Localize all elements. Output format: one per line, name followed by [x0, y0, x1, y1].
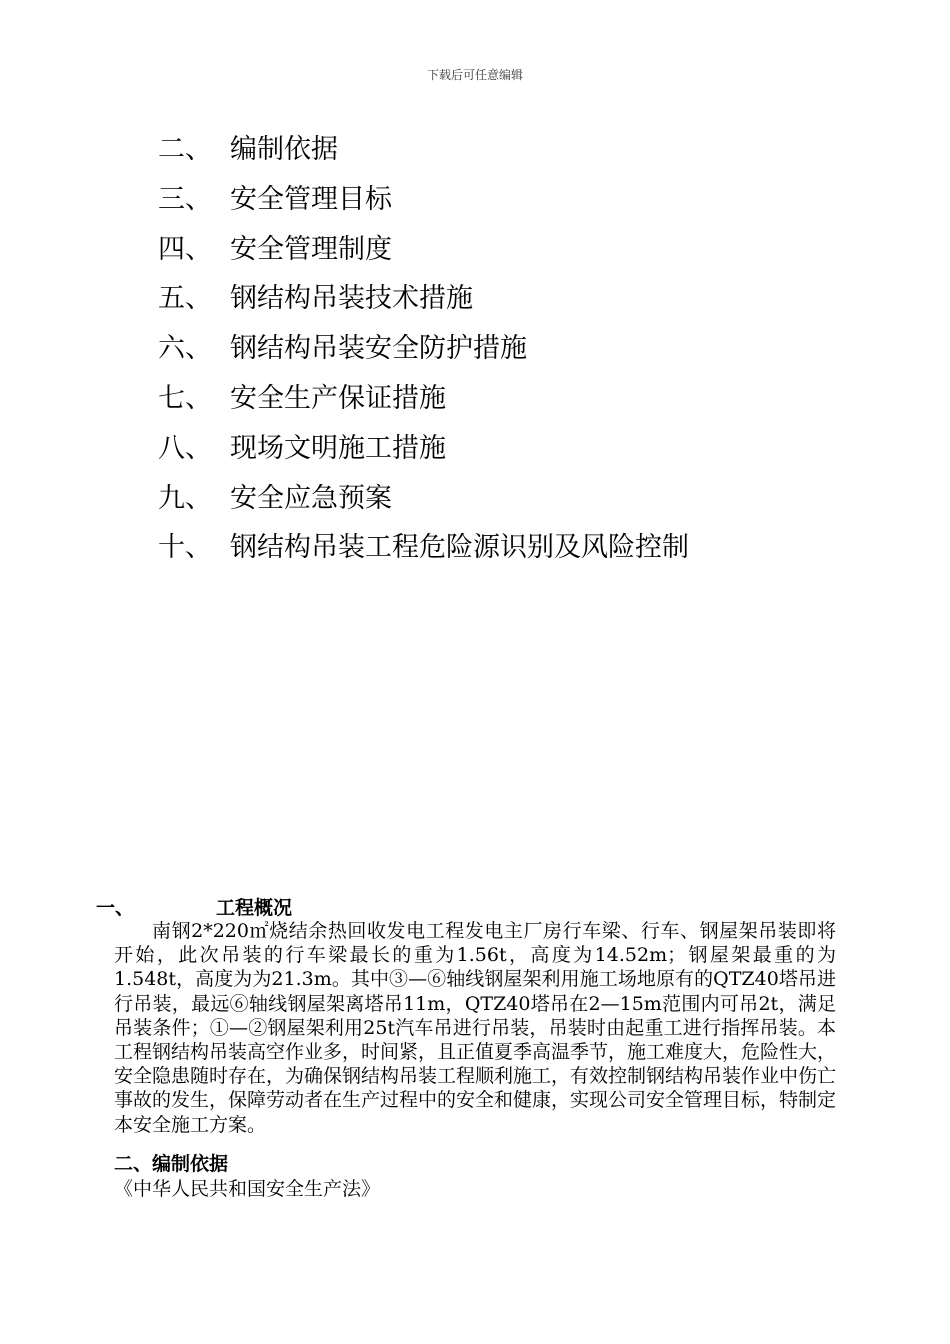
toc-number: 八、: [158, 432, 212, 464]
toc-title: 编制依据: [230, 134, 338, 165]
toc-item: [158, 477, 689, 527]
section-body-paragraph: 南钢2*220㎡烧结余热回收发电工程发电主厂房行车梁、行车、钢屋架吊装即将开始，此次吊装的行车梁最长的重为1.56t，高度为14.52m；钢屋架最重的为1.548t，高度为为21.3m。其中③—⑥轴线钢屋架利用施工场地原有的QTZ40塔吊进行吊装，最远⑥轴线钢屋架离塔吊11m，QTZ40塔吊在2—15m范围内可吊2t，满足吊装条件；①—②钢屋架利用25t汽车吊进行吊装，吊装时由起重工进行指挥吊装。本工程钢结构吊装高空作业多，时间紧，且正值夏季高温季节，施工难度大，危险性大，安全隐患随时存在，为确保钢结构吊装工程顺利施工，有效控制钢结构吊装作业中伤亡事故的发生，保障劳动者在生产过程中的安全和健康，实现公司安全管理目标，特制定本安全施工方案。: [114, 920, 837, 1136]
toc-title: 钢结构吊装工程危险源识别及风险控制: [230, 532, 689, 564]
toc-title: 安全生产保证措施: [230, 382, 446, 414]
section-title: 工程概况: [216, 897, 293, 919]
toc-title: 钢结构吊装技术措施: [230, 283, 473, 315]
section-heading-basis: 二、编制依据: [114, 1153, 229, 1175]
toc-item: [158, 277, 689, 327]
toc-title: 现场文明施工措施: [230, 432, 446, 464]
table-of-contents: [158, 128, 689, 576]
toc-number: 七、: [158, 382, 212, 414]
toc-number: 五、: [158, 283, 212, 315]
toc-item: [158, 377, 689, 427]
toc-title: 安全应急预案: [230, 482, 392, 514]
page-header: 下载后可任意编辑: [426, 68, 523, 82]
section-number: 一、: [96, 897, 135, 919]
section-heading: [96, 896, 836, 920]
toc-number: 九、: [158, 482, 212, 514]
toc-number: 四、: [158, 233, 212, 265]
toc-item: [158, 178, 689, 228]
toc-title: 安全管理目标: [230, 183, 392, 215]
toc-number: 十、: [158, 532, 212, 564]
basis-item: 《中华人民共和国安全生产法》: [114, 1178, 381, 1200]
toc-title: 钢结构吊装安全防护措施: [230, 333, 527, 365]
toc-item: [158, 228, 689, 278]
toc-item: [158, 128, 689, 178]
toc-number: 三、: [158, 183, 212, 215]
toc-title: 安全管理制度: [230, 233, 392, 265]
toc-item: [158, 526, 689, 576]
toc-item: [158, 427, 689, 477]
toc-number: 六、: [158, 333, 212, 365]
toc-number: 二、: [158, 134, 212, 165]
toc-item: [158, 327, 689, 377]
